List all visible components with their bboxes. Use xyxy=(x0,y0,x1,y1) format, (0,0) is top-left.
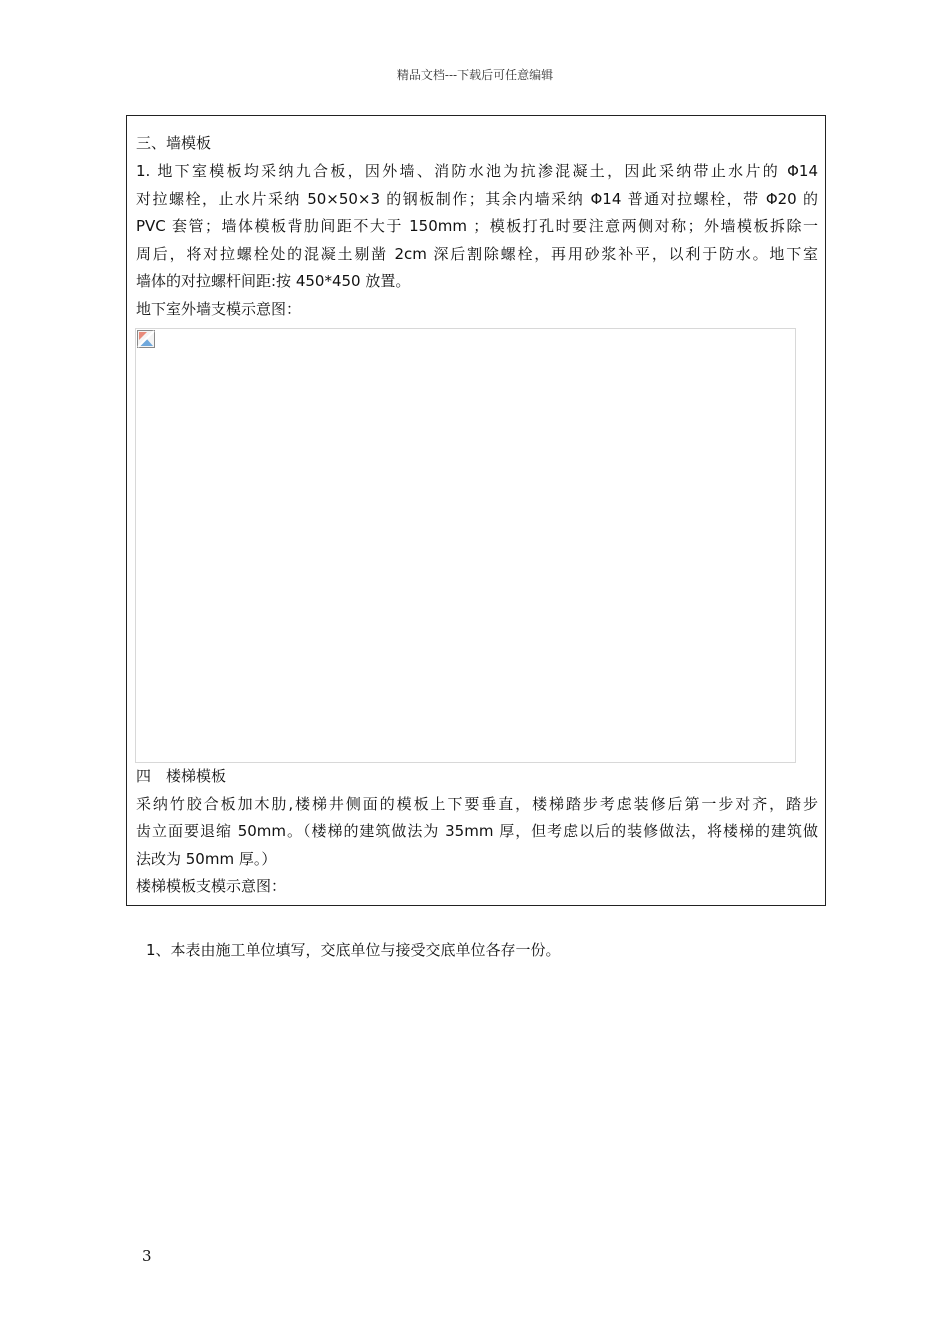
section-3-para-line: 墙体的对拉螺杆间距:按 450*450 放置。 xyxy=(136,272,411,290)
footnote: 1、本表由施工单位填写，交底单位与接受交底单位各存一份。 xyxy=(146,941,561,959)
section-3-para-line: 周后，将对拉螺栓处的混凝土剔凿 2cm 深后割除螺栓，再用砂浆补平，以利于防水。地下室 xyxy=(136,245,818,263)
page-number: 3 xyxy=(142,1247,152,1265)
basement-wall-formwork-image xyxy=(135,328,796,763)
section-3-para-line: 对拉螺栓，止水片采纳 50×50×3 的钢板制作；其余内墙采纳 Φ14 普通对拉螺栓，带 Φ20 的 xyxy=(136,190,818,208)
broken-image-icon xyxy=(137,330,155,348)
section-4-para-line: 齿立面要退缩 50mm。（楼梯的建筑做法为 35mm 厚，但考虑以后的装修做法，将楼梯的建筑做 xyxy=(136,822,818,840)
section-3-para-line: 1. 地下室模板均采纳九合板，因外墙、消防水池为抗渗混凝土，因此采纳带止水片的 Φ14 xyxy=(136,162,818,180)
section-4-figure-caption: 楼梯模板支模示意图： xyxy=(136,877,287,895)
page-header: 精品文档---下载后可任意编辑 xyxy=(396,68,554,82)
section-3-title: 三、墙模板 xyxy=(136,134,212,152)
section-4-title: 四 楼梯模板 xyxy=(136,767,227,785)
section-4-para-line: 法改为 50mm 厚。） xyxy=(136,850,277,868)
section-4-para-line: 采纳竹胶合板加木肋,楼梯井侧面的模板上下要垂直，楼梯踏步考虑装修后第一步对齐，踏步 xyxy=(136,795,818,813)
section-3-para-line: PVC 套管；墙体模板背肋间距不大于 150mm ；模板打孔时要注意两侧对称；外墙模板拆除一 xyxy=(136,217,818,235)
section-3-figure-caption: 地下室外墙支模示意图： xyxy=(136,300,302,318)
